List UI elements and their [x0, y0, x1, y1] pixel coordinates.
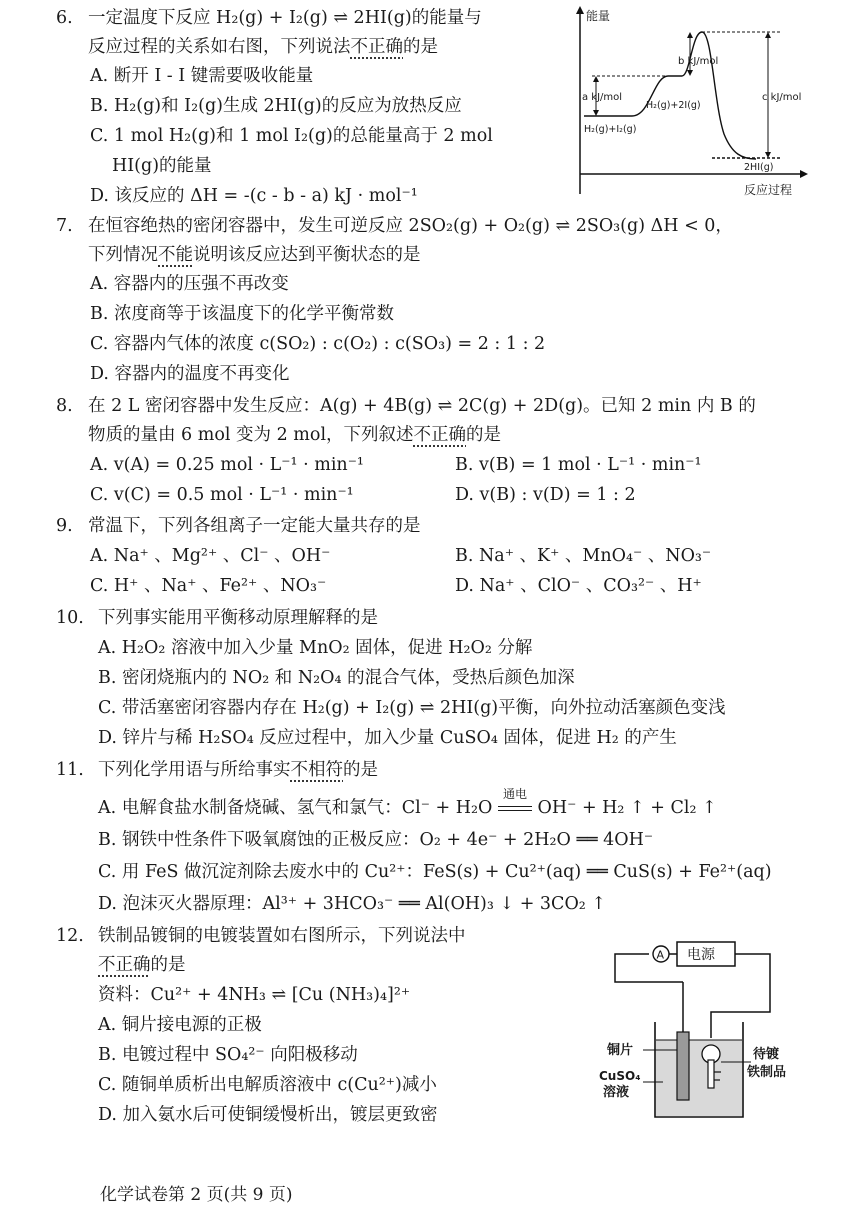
x-axis-label: 反应过程: [744, 183, 793, 197]
emphasis-text: 不相符: [290, 760, 343, 780]
option-a: A. H₂O₂ 溶液中加入少量 MnO₂ 固体，促进 H₂O₂ 分解: [98, 638, 533, 658]
stem-text: 说明该反应达到平衡状态的是: [193, 245, 421, 265]
option-c: C. 容器内气体的浓度 c(SO₂) : c(O₂) : c(SO₃) = 2 : 1 : 2: [90, 334, 546, 354]
option-d: D. Na⁺ 、ClO⁻ 、CO₃²⁻ 、H⁺: [455, 576, 702, 596]
page-footer: 化学试卷第 2 页(共 9 页): [100, 1185, 293, 1205]
emphasis-text: 不正确: [413, 425, 467, 445]
condition-label: 通电: [502, 787, 527, 801]
label-c: c kJ/mol: [762, 92, 802, 103]
stem-text: 反应过程的关系如右图，下列说法: [88, 37, 351, 57]
question-stem: 常温下，下列各组离子一定能大量共存的是: [88, 516, 421, 536]
option-a-products: OH⁻ + H₂ ↑ + Cl₂ ↑: [531, 798, 717, 818]
stem-text: 下列情况: [88, 245, 158, 265]
option-c: C. 带活塞密闭容器内存在 H₂(g) + I₂(g) ⇌ 2HI(g)平衡，向外拉动活塞颜色变浅: [98, 698, 726, 718]
emphasis-text: 不能: [158, 245, 193, 265]
label-reactants: H₂(g)+I₂(g): [584, 124, 637, 135]
label-a: a kJ/mol: [582, 92, 623, 103]
option-a: A. v(A) = 0.25 mol · L⁻¹ · min⁻¹: [90, 455, 364, 475]
copper-label: 铜片: [607, 1043, 634, 1058]
material-note: 资料：Cu²⁺ + 4NH₃ ⇌ [Cu (NH₃)₄]²⁺: [98, 985, 411, 1005]
reaction-condition: [498, 787, 532, 820]
label-products: 2HI(g): [744, 162, 774, 173]
stem-text: 的是: [466, 425, 502, 445]
solution-label: CuSO₄: [599, 1069, 641, 1083]
option-a: A. Na⁺ 、Mg²⁺ 、Cl⁻ 、OH⁻: [90, 546, 331, 566]
question-stem: 在 2 L 密闭容器中发生反应：A(g) + 4B(g) ⇌ 2C(g) + 2D(g)。已知 2 min 内 B 的: [88, 396, 756, 416]
option-a: A. 铜片接电源的正极: [98, 1015, 262, 1035]
option-d: D. 容器内的温度不再变化: [90, 364, 290, 384]
question-number: 8.: [56, 396, 73, 416]
question-number: 11.: [56, 760, 84, 780]
item-label-2: 铁制品: [747, 1065, 787, 1080]
question-number: 6.: [56, 8, 73, 28]
question-number: 10.: [56, 608, 84, 628]
question-stem: 一定温度下反应 H₂(g) + I₂(g) ⇌ 2HI(g)的能量与: [88, 8, 482, 28]
option-b: B. Na⁺ 、K⁺ 、MnO₄⁻ 、NO₃⁻: [455, 546, 712, 566]
option-d: D. 锌片与稀 H₂SO₄ 反应过程中，加入少量 CuSO₄ 固体，促进 H₂ 的产生: [98, 728, 677, 748]
stem-text: 的是: [403, 37, 438, 57]
emphasis-text: 不正确: [350, 37, 403, 57]
option-d: D. 该反应的 ΔH = -(c - b - a) kJ · mol⁻¹: [90, 186, 418, 206]
option-b: B. 钢铁中性条件下吸氧腐蚀的正极反应：O₂ + 4e⁻ + 2H₂O ══ 4OH⁻: [98, 830, 654, 850]
option-c: C. v(C) = 0.5 mol · L⁻¹ · min⁻¹: [90, 485, 354, 505]
option-c-cont: HI(g)的能量: [112, 156, 212, 176]
label-b: b kJ/mol: [678, 56, 719, 67]
option-b: B. v(B) = 1 mol · L⁻¹ · min⁻¹: [455, 455, 702, 475]
option-b: B. 密闭烧瓶内的 NO₂ 和 N₂O₄ 的混合气体，受热后颜色加深: [98, 668, 575, 688]
question-stem: 在恒容绝热的密闭容器中，发生可逆反应 2SO₂(g) + O₂(g) ⇌ 2SO₃(g) ΔH < 0，: [88, 216, 733, 236]
stem-text: 下列化学用语与所给事实: [98, 760, 291, 780]
question-number: 9.: [56, 516, 73, 536]
question-number: 7.: [56, 216, 73, 236]
option-d: D. v(B) : v(D) = 1 : 2: [455, 485, 636, 505]
option-c: C. 用 FeS 做沉淀剂除去废水中的 Cu²⁺：FeS(s) + Cu²⁺(aq) ══ CuS(s) + Fe²⁺(aq): [98, 862, 772, 882]
question-stem: 铁制品镀铜的电镀装置如右图所示，下列说法中: [98, 926, 466, 946]
stem-text: 物质的量由 6 mol 变为 2 mol，下列叙述: [88, 425, 414, 445]
option-c: C. H⁺ 、Na⁺ 、Fe²⁺ 、NO₃⁻: [90, 576, 327, 596]
label-intermediate: H₂(g)+2I(g): [646, 100, 701, 111]
copper-plate: [677, 1032, 689, 1100]
emphasis-text: 不正确: [98, 955, 151, 975]
option-c: C. 1 mol H₂(g)和 1 mol I₂(g)的总能量高于 2 mol: [90, 126, 493, 146]
ammeter-label: A: [656, 948, 665, 962]
solution-label-2: 溶液: [603, 1085, 630, 1100]
item-label: 待镀: [753, 1047, 780, 1062]
power-supply-label: 电源: [687, 947, 715, 963]
stem-text: 的是: [150, 955, 186, 975]
question-stem: 下列事实能用平衡移动原理解释的是: [98, 608, 378, 628]
option-a-text: A. 电解食盐水制备烧碱、氢气和氯气：Cl⁻ + H₂O: [98, 798, 498, 818]
energy-diagram: [572, 4, 832, 200]
stem-text: 的是: [343, 760, 378, 780]
option-b: B. 电镀过程中 SO₄²⁻ 向阳极移动: [98, 1045, 358, 1065]
option-a: A. 容器内的压强不再改变: [90, 274, 289, 294]
option-b: B. H₂(g)和 I₂(g)生成 2HI(g)的反应为放热反应: [90, 96, 462, 116]
option-b: B. 浓度商等于该温度下的化学平衡常数: [90, 304, 394, 324]
option-d: D. 加入氨水后可使铜缓慢析出，镀层更致密: [98, 1105, 438, 1125]
option-a: A. 断开 I - I 键需要吸收能量: [90, 66, 314, 86]
y-axis-label: 能量: [586, 9, 611, 23]
question-number: 12.: [56, 926, 84, 946]
option-c: C. 随铜单质析出电解质溶液中 c(Cu²⁺)减小: [98, 1075, 437, 1095]
option-d: D. 泡沫灭火器原理：Al³⁺ + 3HCO₃⁻ ══ Al(OH)₃ ↓ + 3CO₂ ↑: [98, 894, 607, 914]
electroplating-diagram: [585, 932, 815, 1127]
